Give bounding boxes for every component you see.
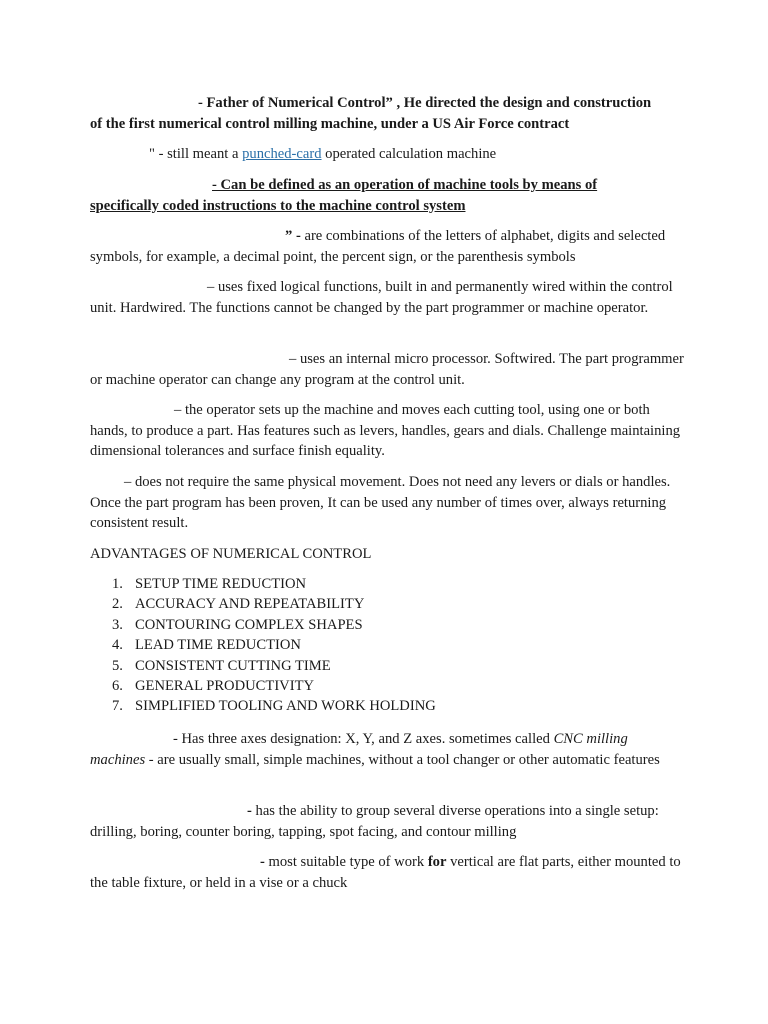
list-item: 2. ACCURACY AND REPEATABILITY <box>112 596 365 613</box>
suitable-work-text1: most suitable type of work <box>268 854 428 870</box>
list-item: 4. LEAD TIME REDUCTION <box>112 637 301 654</box>
vertical-milling-text2: - are usually small, simple machines, without a tool changer or other automatic features <box>145 751 660 768</box>
paragraph-punched-card <box>90 144 686 165</box>
hardwired-text: – uses fixed logical functions, built in and permanently wired within the control unit. Hardwired. The functions cannot be changed by the part programmer or machine operator. <box>90 279 673 316</box>
list-item: 1. SETUP TIME REDUCTION <box>112 576 307 592</box>
paragraph-nc-definition <box>90 175 686 216</box>
punched-card-link[interactable]: punched-card <box>242 146 322 162</box>
paragraph-nc-operation <box>90 472 686 534</box>
characters-text: are combinations of the letters of alphabet, digits and selected symbols, for example, a decimal point, the percent sign, or the parenthesis symbols <box>90 228 666 265</box>
paragraph-vertical-milling <box>90 729 686 770</box>
father-of-nc-line1: - Father of Numerical Control” , He directed the design and construction <box>198 95 652 111</box>
machining-center-text: has the ability to group several diverse operations into a single setup: drilling, boring, counter boring, tapping, spot facing, and contour milling <box>90 803 659 840</box>
paragraph-softwired <box>90 349 686 390</box>
paragraph-suitable-work <box>90 852 686 893</box>
nc-definition-line2: specifically coded instructions to the machine control system <box>90 197 466 214</box>
suitable-work-text2: vertical are flat parts, either mounted to the table fixture, or held in a vise or a chuck <box>90 854 681 891</box>
paragraph-characters <box>90 226 686 267</box>
advantages-list <box>90 574 436 717</box>
suitable-work-lead: - <box>260 854 269 870</box>
machining-center-lead: - <box>247 803 256 819</box>
list-item: 7. SIMPLIFIED TOOLING AND WORK HOLDING <box>112 698 436 715</box>
punched-card-after: operated calculation machine <box>321 146 497 162</box>
manual-operation-text: – the operator sets up the machine and moves each cutting tool, using one or both hands, to produce a part. Has features such as levers, handles, gears and dials. Challenge maintaining dimensional tolerances and surface finish equality. <box>90 402 681 459</box>
punched-card-before: " - still meant a <box>149 146 243 162</box>
list-item: 6. GENERAL PRODUCTIVITY <box>112 678 315 695</box>
father-of-nc-line2: of the first numerical control milling machine, under a US Air Force contract <box>90 115 570 132</box>
paragraph-manual-operation <box>90 400 686 462</box>
list-item: 3. CONTOURING COMPLEX SHAPES <box>112 616 363 633</box>
list-item: 5. CONSISTENT CUTTING TIME <box>112 657 331 674</box>
characters-lead: ” - <box>285 228 305 244</box>
softwired-text: – uses an internal micro processor. Softwired. The part programmer or machine operator can change any program at the control unit. <box>90 351 684 388</box>
advantages-heading: ADVANTAGES OF NUMERICAL CONTROL <box>90 546 372 562</box>
paragraph-machining-center <box>90 801 686 842</box>
suitable-work-bold: for <box>427 854 447 870</box>
nc-definition-line1: - Can be defined as an operation of machine tools by means of <box>212 177 598 193</box>
nc-operation-text: – does not require the same physical movement. Does not need any levers or dials or handles. Once the part program has been proven, It can be used any number of times over, always returning consistent result. <box>90 474 671 531</box>
vertical-milling-text1: - Has three axes designation: X, Y, and Z axes. sometimes called <box>173 731 554 747</box>
paragraph-father-of-nc <box>90 93 686 134</box>
paragraph-hardwired <box>90 277 686 318</box>
vertical-milling-italic: CNC milling machines <box>90 731 628 768</box>
